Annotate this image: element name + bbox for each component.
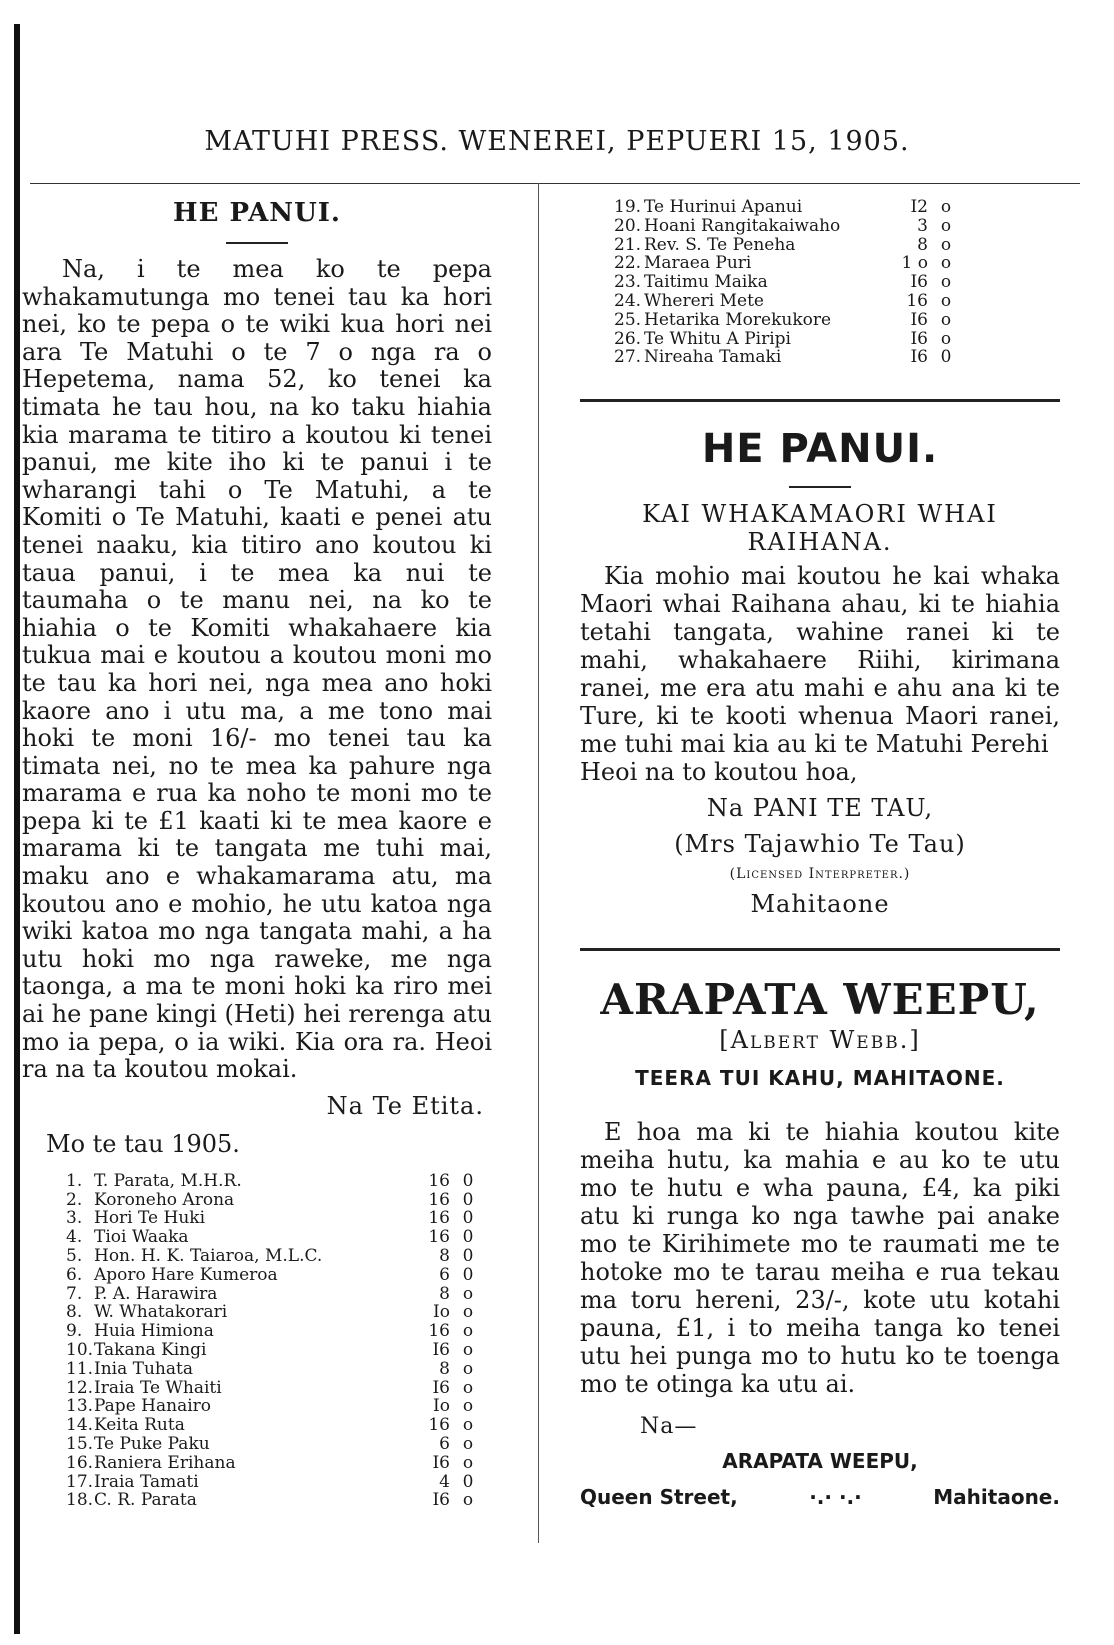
list-item: 26. Te Whitu A Piripi I6 o [614, 328, 952, 349]
list-item: 1. T. Parata, M.H.R. 16 0 [66, 1170, 474, 1191]
year-label: Mo te tau 1905. [46, 1129, 240, 1158]
list-item: 2. Koroneho Arona 16 0 [66, 1189, 474, 1210]
section-rule [580, 399, 1060, 402]
column-divider [538, 183, 539, 1543]
interpreter-notice-title: HE PANUI. [701, 426, 939, 473]
list-item: 11. Inia Tuhata 8 o [66, 1358, 474, 1379]
title-rule [226, 242, 288, 244]
title-rule [789, 486, 851, 488]
list-item: 17. Iraia Tamati 4 0 [66, 1471, 474, 1492]
page-header: MATUHI PRESS. WENEREI, PEPUERI 15, 1905. [204, 126, 910, 157]
list-item: 27. Nireaha Tamaki I6 0 [614, 347, 952, 368]
advert-signature: ARAPATA WEEPU, [722, 1449, 918, 1474]
list-item: 9. Huia Himiona 16 o [66, 1321, 474, 1342]
advert-address: TEERA TUI KAHU, MAHITAONE. [635, 1066, 1005, 1091]
subscriber-list-right [614, 198, 964, 367]
list-item: 5. Hon. H. K. Taiaroa, M.L.C. 8 0 [66, 1246, 474, 1266]
list-item: 8. W. Whatakorari Io o [66, 1302, 474, 1323]
advert-alias: [Albert Webb.] [719, 1026, 921, 1055]
page-edge-bar [14, 24, 20, 1634]
list-item: 16. Raniera Erihana I6 o [66, 1452, 474, 1473]
list-item: 23. Taitimu Maika I6 o [614, 272, 952, 293]
advert-street: Queen Street, [580, 1485, 738, 1510]
advert-footer [580, 1485, 1060, 1509]
left-column [22, 198, 492, 1510]
list-item: 7. P. A. Harawira 8 o [66, 1283, 474, 1304]
list-item: 22. Maraea Puri 1 o o [614, 253, 952, 274]
list-item: 10. Takana Kingi I6 o [66, 1339, 474, 1360]
list-item: 18. C. R. Parata I6 o [66, 1490, 474, 1511]
list-item: 13. Pape Hanairo Io o [66, 1396, 474, 1417]
interpreter-notice-closing: Heoi na to koutou hoa, [580, 758, 858, 787]
list-item: 3. Hori Te Huki 16 0 [66, 1208, 474, 1229]
list-item: 4. Tioi Waaka 16 0 [66, 1227, 474, 1248]
list-item: 20. Hoani Rangitakaiwaho 3 o [614, 215, 952, 236]
list-item: 6. Aporo Hare Kumeroa 6 0 [66, 1264, 474, 1285]
interpreter-notice-body: Kia mohio mai koutou he kai whaka Maori whai Raihana ahau, ki te hiahia tetahi tangata, wahine ranei ki te mahi, whakahaere Riihi, kirimana ranei, me era atu mahi e ahu ana ki te Ture, ki te kooti whenua Maori ranei, me tuhi mai kia au ki te Matuhi Perehi [580, 562, 1060, 759]
advert-town: Mahitaone. [933, 1485, 1060, 1510]
list-item: 15. Te Puke Paku 6 o [66, 1433, 474, 1454]
list-item: 19. Te Hurinui Apanui I2 o [614, 197, 952, 217]
left-notice-title: HE PANUI. [173, 198, 341, 228]
header-rule [30, 183, 1080, 184]
list-item: 25. Hetarika Morekukore I6 o [614, 309, 952, 330]
list-item: 14. Keita Ruta 16 o [66, 1415, 474, 1436]
list-item: 24. Whereri Mete 16 o [614, 290, 952, 311]
list-item: 12. Iraia Te Whaiti I6 o [66, 1377, 474, 1398]
advert-dots: ·.· ·.· [809, 1485, 862, 1510]
right-column [580, 198, 1060, 1509]
advert-title: ARAPATA WEEPU, [600, 975, 1040, 1025]
list-item: 21. Rev. S. Te Peneha 8 o [614, 234, 952, 255]
section-rule [580, 948, 1060, 951]
licence-line: (Licensed Interpreter.) [729, 866, 911, 883]
left-notice-body: Na, i te mea ko te pepa whakamutunga mo tenei tau ka hori nei, ko te pepa o te wiki kua hori nei ara Te Matuhi o te 7 o nga ra o Hepetema, nama 52, ko tenei ka timata he tau hou, na ko taku hiahia kia marama te titiro a koutou ki tenei panui, me kite iho ki te panui i te wharangi tahi o Te Matuhi, a te Komiti o Te Matuhi, kaati e penei atu tenei naaku, kia titiro ano koutou ki taua panui, i te mea ka nui te taumaha o te manu nei, na ko te hiahia o te Komiti whakahaere kia tukua mai e koutou a koutou moni mo te tau ka hori nei, nga mea ano hoki kaore ano i utu ma, a me tono mai hoki te moni 16/- mo tenei tau ka timata nei, no te mea ka pahure nga marama e rua ka noho te moni mo te pepa ki te £1 kaati ki te mea kaore e marama ki te tangata me tuhi mai, maku ano e whakamarama atu, ma koutou ano e mohio, he utu katoa nga wiki katoa mo nga tangata mahi, a ha utu hoki mo nga raweke, me nga taonga, a ma te moni hoki ka riro mei ai he pane kingi (Heti) hei rerenga atu mo ia pepa, o ia wiki. Kia ora ra. Heoi ra na ta koutou mokai. [22, 255, 492, 1084]
interpreter-notice-subtitle: KAI WHAKAMAORI WHAI RAIHANA. [642, 500, 998, 557]
interpreter-place: Mahitaone [750, 890, 890, 919]
subscriber-list-left [66, 1172, 486, 1510]
editor-signoff: Na Te Etita. [326, 1091, 484, 1120]
interpreter-signer-alt: (Mrs Tajawhio Te Tau) [674, 830, 966, 859]
advert-body: E hoa ma ki te hiahia koutou kite meiha hutu, ka mahia e au ko te utu mo te hutu e wha pauna, £4, ka piki atu ki runga ko nga tawhe pai anake mo te Kirihimete mo te raumati me te hotoke mo te tarau meiha e rua tekau ma toru hereni, 23/-, kote utu kotahi pauna, £1, i to meiha tanga ko tenei utu hei punga mo to hutu ko te toenga mo te otinga ka utu ai. [580, 1118, 1060, 1399]
interpreter-signer: Na PANI TE TAU, [706, 794, 934, 823]
advert-na: Na— [640, 1414, 698, 1440]
